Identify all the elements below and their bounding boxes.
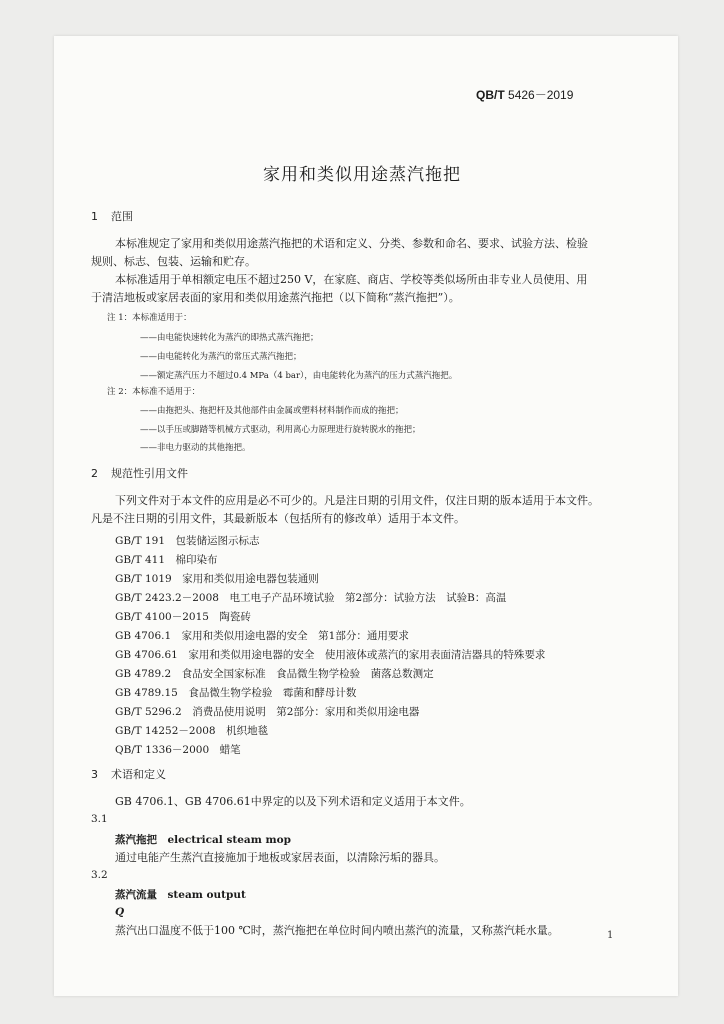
reference-item: GB/T 2423.2－2008 电工电子产品环境试验 第2部分：试验方法 试验B：高温: [115, 592, 507, 604]
section-1-para-1-line-1: 本标准规定了家用和类似用途蒸汽拖把的术语和定义、分类、参数和命名、要求、试验方法、检验: [115, 237, 588, 250]
term-title: 蒸汽流量 steam output: [115, 889, 246, 901]
reference-item: GB 4706.61 家用和类似用途电器的安全 使用液体或蒸汽的家用表面清洁器具的特殊要求: [115, 649, 546, 661]
reference-item: GB 4706.1 家用和类似用途电器的安全 第1部分：通用要求: [115, 630, 409, 642]
term-title: 蒸汽拖把 electrical steam mop: [115, 834, 291, 846]
reference-item: GB/T 1019 家用和类似用途电器包装通则: [115, 573, 319, 585]
note-1-title: 注 1：本标准适用于：: [107, 313, 192, 323]
section-3-intro: GB 4706.1、GB 4706.61中界定的以及下列术语和定义适用于本文件。: [115, 795, 471, 808]
note-1-item: ——由电能快速转化为蒸汽的即热式蒸汽拖把；: [140, 333, 319, 343]
section-1-heading: 1 范围: [91, 210, 133, 223]
term-number: 3.1: [91, 813, 108, 825]
document-title: 家用和类似用途蒸汽拖把: [263, 165, 461, 185]
section-1-para-1-line-2: 规则、标志、包装、运输和贮存。: [91, 255, 256, 268]
reference-item: QB/T 1336－2000 蜡笔: [115, 744, 241, 756]
reference-item: GB/T 4100－2015 陶瓷砖: [115, 611, 251, 623]
section-2-heading: 2 规范性引用文件: [91, 467, 188, 480]
reference-item: GB 4789.2 食品安全国家标准 食品微生物学检验 菌落总数测定: [115, 668, 434, 680]
section-1-para-2-line-2: 于清洁地板或家居表面的家用和类似用途蒸汽拖把（以下简称“蒸汽拖把”）。: [91, 291, 460, 304]
standard-prefix: QB/T: [476, 88, 505, 102]
note-1-item: ——额定蒸汽压力不超过0.4 MPa（4 bar），由电能转化为蒸汽的压力式蒸汽拖把。: [140, 371, 458, 381]
term-definition: 通过电能产生蒸汽直接施加于地板或家居表面，以清除污垢的器具。: [115, 851, 445, 864]
note-2-item: ——由拖把头、拖把杆及其他部件由金属或塑料材料制作而成的拖把；: [140, 406, 404, 416]
standard-code: 5426－2019: [508, 88, 574, 102]
note-2-item: ——以手压或脚踏等机械方式驱动，利用离心力原理进行旋转脱水的拖把；: [140, 425, 421, 435]
section-1-para-2-line-1: 本标准适用于单相额定电压不超过250 V，在家庭、商店、学校等类似场所由非专业人员使用、用: [115, 273, 588, 286]
reference-item: GB/T 411 棉印染布: [115, 554, 218, 566]
reference-item: GB/T 14252－2008 机织地毯: [115, 725, 269, 737]
section-2-para-line-2: 凡是不注日期的引用文件，其最新版本（包括所有的修改单）适用于本文件。: [91, 512, 465, 525]
note-2-title: 注 2：本标准不适用于：: [107, 387, 201, 397]
note-2-item: ——非电力驱动的其他拖把。: [140, 443, 251, 453]
section-2-para-line-1: 下列文件对于本文件的应用是必不可少的。凡是注日期的引用文件，仅注日期的版本适用于本文件。: [115, 494, 599, 507]
term-symbol: Q: [115, 906, 125, 918]
reference-item: GB/T 191 包装储运图示标志: [115, 535, 260, 547]
section-3-heading: 3 术语和定义: [91, 768, 166, 781]
page-number: 1: [607, 930, 614, 941]
reference-item: GB/T 5296.2 消费品使用说明 第2部分：家用和类似用途电器: [115, 706, 420, 718]
term-definition: 蒸汽出口温度不低于100 ℃时，蒸汽拖把在单位时间内喷出蒸汽的流量，又称蒸汽耗水量。: [115, 924, 559, 937]
note-1-item: ——由电能转化为蒸汽的常压式蒸汽拖把；: [140, 352, 302, 362]
reference-item: GB 4789.15 食品微生物学检验 霉菌和酵母计数: [115, 687, 357, 699]
standard-number: [476, 86, 573, 103]
term-number: 3.2: [91, 869, 108, 881]
